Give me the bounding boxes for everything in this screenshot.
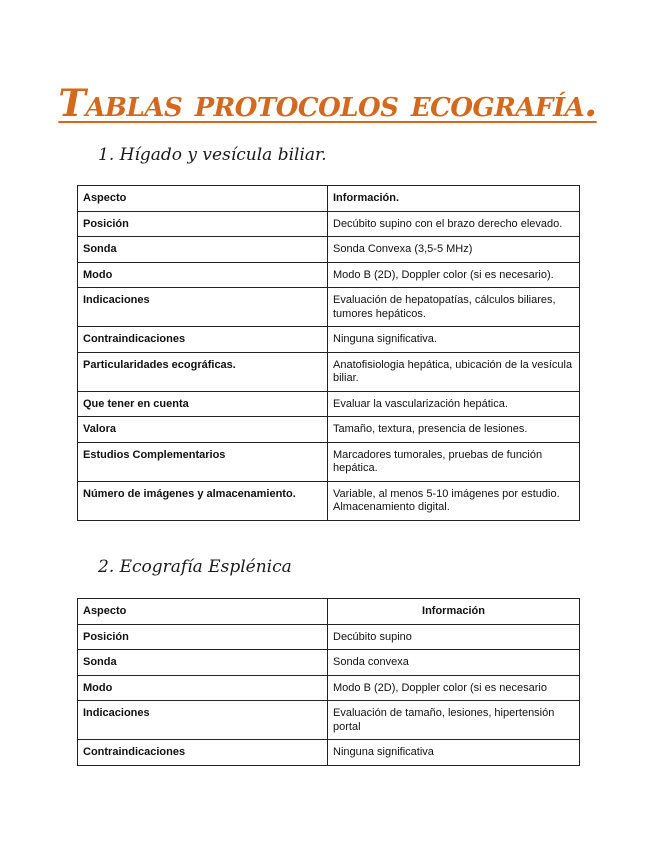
row-label: Sonda: [78, 650, 328, 676]
row-value: Evaluación de tamaño, lesiones, hipertensión portal: [328, 701, 580, 740]
row-value: Decúbito supino: [328, 624, 580, 650]
row-value: Marcadores tumorales, pruebas de función hepática.: [328, 442, 580, 481]
table-row: [78, 237, 580, 263]
table-row: [78, 352, 580, 391]
row-label: Valora: [78, 417, 328, 443]
row-label: Modo: [78, 675, 328, 701]
row-label: Modo: [78, 262, 328, 288]
table-header-row: [78, 186, 580, 212]
table-row: [78, 442, 580, 481]
page-title: [0, 80, 655, 126]
row-value: Tamaño, textura, presencia de lesiones.: [328, 417, 580, 443]
row-value: Ninguna significativa: [328, 740, 580, 766]
row-label: Estudios Complementarios: [78, 442, 328, 481]
table-row: [78, 417, 580, 443]
row-value: Evaluar la vascularización hepática.: [328, 391, 580, 417]
row-value: Modo B (2D), Doppler color (si es necesario: [328, 675, 580, 701]
table-row: [78, 675, 580, 701]
row-value: Evaluación de hepatopatías, cálculos biliares, tumores hepáticos.: [328, 288, 580, 327]
row-value: Sonda convexa: [328, 650, 580, 676]
row-label: Posición: [78, 211, 328, 237]
row-label: Contraindicaciones: [78, 327, 328, 353]
row-label: Indicaciones: [78, 701, 328, 740]
row-label: Número de imágenes y almacenamiento.: [78, 481, 328, 520]
row-label: Que tener en cuenta: [78, 391, 328, 417]
column-header-info: Información.: [328, 186, 580, 212]
row-label: Posición: [78, 624, 328, 650]
table-row: [78, 327, 580, 353]
section-heading-spleen: 2. Ecografía Esplénica: [98, 557, 292, 577]
row-value: Ninguna significativa.: [328, 327, 580, 353]
row-label: Indicaciones: [78, 288, 328, 327]
table-row: [78, 211, 580, 237]
spleen-protocol-table: [77, 598, 580, 766]
column-header-aspect: Aspecto: [78, 599, 328, 625]
table-row: [78, 740, 580, 766]
row-value: Sonda Convexa (3,5-5 MHz): [328, 237, 580, 263]
row-label: Sonda: [78, 237, 328, 263]
liver-protocol-table: [77, 185, 580, 521]
table-header-row: [78, 599, 580, 625]
row-value: Decúbito supino con el brazo derecho elevado.: [328, 211, 580, 237]
row-label: Contraindicaciones: [78, 740, 328, 766]
table-row: [78, 481, 580, 520]
row-label: Particularidades ecográficas.: [78, 352, 328, 391]
table-row: [78, 650, 580, 676]
column-header-info: Información: [328, 599, 580, 625]
row-value: Modo B (2D), Doppler color (si es necesario).: [328, 262, 580, 288]
table-row: [78, 391, 580, 417]
column-header-aspect: Aspecto: [78, 186, 328, 212]
table-row: [78, 701, 580, 740]
row-value: Anatofisiologia hepática, ubicación de la vesícula biliar.: [328, 352, 580, 391]
page-title-text: Tablas protocolos ecografía.: [58, 81, 597, 125]
row-value: Variable, al menos 5-10 imágenes por estudio. Almacenamiento digital.: [328, 481, 580, 520]
table-row: [78, 262, 580, 288]
table-row: [78, 288, 580, 327]
section-heading-liver: 1. Hígado y vesícula biliar.: [98, 145, 327, 165]
table-row: [78, 624, 580, 650]
